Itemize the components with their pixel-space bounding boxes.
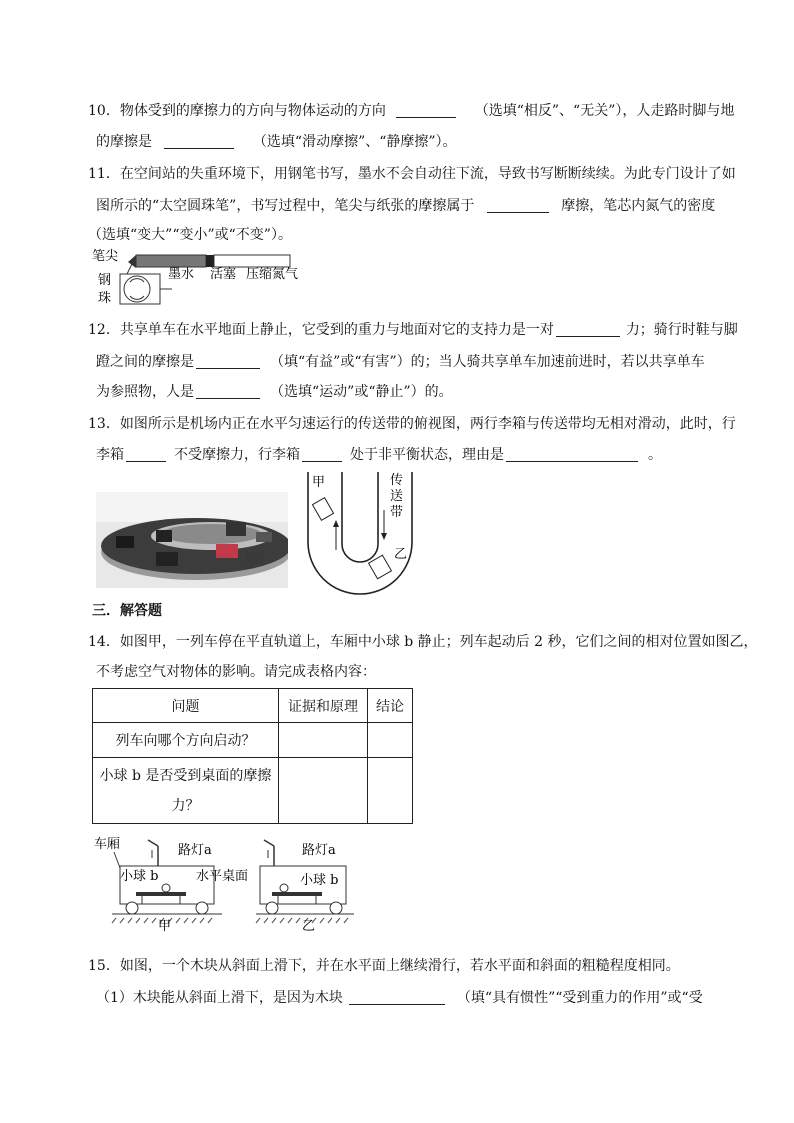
table-row2-evidence[interactable] xyxy=(279,758,368,824)
luggage-jia-label: 甲 xyxy=(312,475,326,490)
q13-text-d: 处于非平衡状态，理由是 xyxy=(350,447,504,463)
carriage-label: 车厢 xyxy=(94,837,121,852)
piston-label: 活塞 xyxy=(210,267,237,282)
q12-line2 xyxy=(96,352,705,372)
table-row2-conclusion[interactable] xyxy=(368,758,413,824)
q13-line1 xyxy=(88,414,736,434)
ball-label-2: 珠 xyxy=(98,291,112,306)
q14-text-a: 14．如图甲，一列车停在平直轨道上，车厢中小球 b 静止；列车起动后 2 秒，它们之间的相对位置如图乙， xyxy=(88,634,758,650)
q12-line3 xyxy=(96,382,453,402)
q13-text-a: 13．如图所示是机场内正在水平匀速运行的传送带的俯视图，两行李箱与传送带均无相对滑动，此时，行 xyxy=(88,416,736,432)
q13-text-e: 。 xyxy=(648,447,662,463)
figure-jia-caption: 甲 xyxy=(158,919,172,932)
q12-line1 xyxy=(88,320,738,340)
ink-label: 墨水 xyxy=(168,267,195,282)
q11-line3 xyxy=(88,225,292,245)
belt-label-3: 带 xyxy=(390,505,404,520)
section-title: 三．解答题 xyxy=(92,603,162,619)
q12-text-e: 为参照物，人是 xyxy=(96,384,194,400)
q12-text-d: （填“有益”或“有害”）的；当人骑共享单车加速前进时，若以共享单车 xyxy=(270,354,705,370)
conveyor-belt-diagram xyxy=(304,470,416,596)
q10-line1 xyxy=(88,101,734,121)
lamp-label-yi: 路灯a xyxy=(302,843,336,858)
table-row2-text-a: 小球 b 是否受到桌面的摩擦 xyxy=(99,767,272,784)
q14-line2 xyxy=(96,662,376,682)
q12-blank2[interactable] xyxy=(196,354,260,369)
table-header-evidence: 证据和原理 xyxy=(279,689,368,723)
table-row1-question: 列车向哪个方向启动？ xyxy=(93,723,279,758)
space-pen-figure xyxy=(92,246,307,306)
q10-blank1[interactable] xyxy=(396,103,456,118)
ball-label-yi: 小球 b xyxy=(300,873,339,888)
lamp-label-jia: 路灯a xyxy=(178,843,212,858)
q12-blank3[interactable] xyxy=(196,384,260,399)
q11-line1 xyxy=(88,164,736,184)
table-row2-question xyxy=(93,758,279,824)
q14-text-b: 不考虑空气对物体的影响。请完成表格内容： xyxy=(96,664,376,680)
table-row1-evidence[interactable] xyxy=(279,723,368,758)
table-row2-text-b: 力？ xyxy=(171,797,200,814)
q11-text-b: 图所示的“太空圆珠笔”，书写过程中，笔尖与纸张的摩擦属于 xyxy=(96,198,475,214)
belt-label-1: 传 xyxy=(390,473,404,488)
q13-text-b: 李箱 xyxy=(96,447,124,463)
table-row1-conclusion[interactable] xyxy=(368,723,413,758)
desk-label: 水平桌面 xyxy=(196,869,249,884)
pen-tip-label: 笔尖 xyxy=(92,249,119,264)
q10-text-d: （选填“滑动摩擦”、“静摩擦”）。 xyxy=(252,134,457,150)
q10-line2 xyxy=(96,132,457,152)
q11-blank1[interactable] xyxy=(487,198,549,213)
answer-table xyxy=(92,688,413,824)
q15-blank1[interactable] xyxy=(349,990,445,1005)
q13-blank3[interactable] xyxy=(506,447,638,462)
q15-line2 xyxy=(96,988,703,1008)
q11-text-d: （选填“变大”“变小”或“不变”）。 xyxy=(88,227,292,243)
train-figure-yi xyxy=(252,832,362,932)
q12-text-a: 12．共享单车在水平地面上静止，它受到的重力与地面对它的支持力是一对 xyxy=(88,322,554,338)
q13-line2 xyxy=(96,445,662,465)
figure-yi-caption: 乙 xyxy=(302,919,316,932)
baggage-carousel-photo xyxy=(96,492,288,588)
q13-blank2[interactable] xyxy=(302,447,342,462)
q11-text-a: 11．在空间站的失重环境下，用钢笔书写，墨水不会自动往下流，导致书写断断续续。为此专门设计了如 xyxy=(88,166,736,182)
ball-label-jia: 小球 b xyxy=(120,869,159,884)
luggage-jia xyxy=(312,498,333,521)
q13-blank1[interactable] xyxy=(126,447,166,462)
q10-text-b: （选填“相反”、“无关”），人走路时脚与地 xyxy=(474,103,735,119)
q10-text-a: 10．物体受到的摩擦力的方向与物体运动的方向 xyxy=(88,103,386,119)
q12-text-b: 力；骑行时鞋与脚 xyxy=(625,322,738,338)
q11-line2 xyxy=(96,196,715,216)
table-header-question: 问题 xyxy=(93,689,279,723)
q15-text-b: （1）木块能从斜面上滑下，是因为木块 xyxy=(96,990,343,1006)
ball-label-1: 钢 xyxy=(98,273,112,288)
gas-label: 压缩氮气 xyxy=(246,267,299,282)
q12-text-f: （选填“运动”或“静止”）的。 xyxy=(270,384,453,400)
train-figure-jia xyxy=(92,832,252,932)
q15-text-a: 15．如图，一个木块从斜面上滑下，并在水平面上继续滑行，若水平面和斜面的粗糙程度相同。 xyxy=(88,958,680,974)
table-header-conclusion: 结论 xyxy=(368,689,413,723)
q15-text-c: （填“具有惯性”“受到重力的作用”或“受 xyxy=(456,990,703,1006)
luggage-yi-label: 乙 xyxy=(394,547,408,562)
q12-text-c: 蹬之间的摩擦是 xyxy=(96,354,194,370)
q14-line1 xyxy=(88,632,757,652)
q13-text-c: 不受摩擦力，行李箱 xyxy=(174,447,300,463)
q10-text-c: 的摩擦是 xyxy=(96,134,152,150)
q10-blank2[interactable] xyxy=(164,134,234,149)
q12-blank1[interactable] xyxy=(556,322,620,337)
belt-label-2: 送 xyxy=(390,489,404,504)
q15-line1 xyxy=(88,956,680,976)
luggage-yi xyxy=(369,555,392,579)
q11-text-c: 摩擦，笔芯内氮气的密度 xyxy=(561,198,716,214)
